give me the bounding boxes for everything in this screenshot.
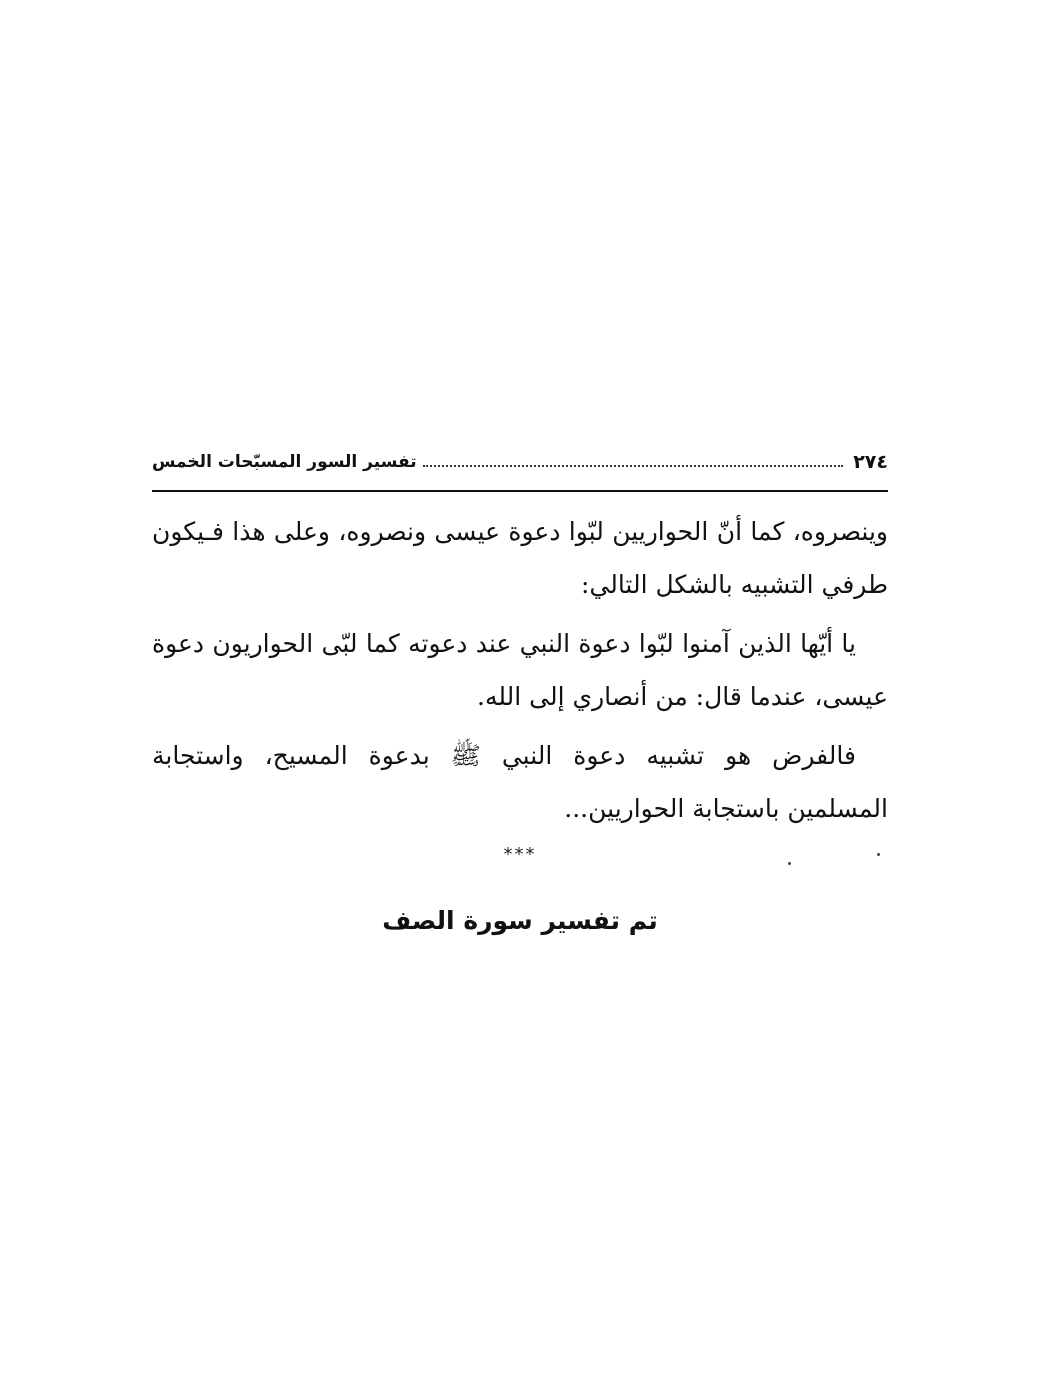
header-leader-dots bbox=[423, 465, 844, 467]
paragraph-1: وينصروه، كما أنّ الحواريين لبّوا دعوة عيسى ونصروه، وعلى هذا فـيكون طرفي التشبيه بالشكل التالي: bbox=[152, 517, 888, 599]
scan-speck bbox=[788, 862, 791, 865]
closing-heading: تم تفسير سورة الصف bbox=[382, 906, 658, 935]
paragraph-3: فالفرض هو تشبيه دعوة النبي ﷺ بدعوة المسيح، واستجابة المسلمين باستجابة الحواريين... bbox=[152, 741, 888, 823]
running-title: تفسير السور المسبّحات الخمس bbox=[152, 452, 417, 472]
header-rule bbox=[152, 490, 888, 492]
paragraph-2: يا أيّها الذين آمنوا لبّوا دعوة النبي عند دعوته كما لبّى الحواريون دعوة عيسى، عندما قال: من أنصاري إلى الله. bbox=[152, 629, 888, 711]
page-number: ٢٧٤ bbox=[853, 451, 888, 473]
body-text bbox=[152, 505, 888, 841]
scan-speck bbox=[877, 853, 880, 856]
page-header bbox=[152, 446, 888, 478]
section-separator: *** bbox=[503, 844, 537, 865]
